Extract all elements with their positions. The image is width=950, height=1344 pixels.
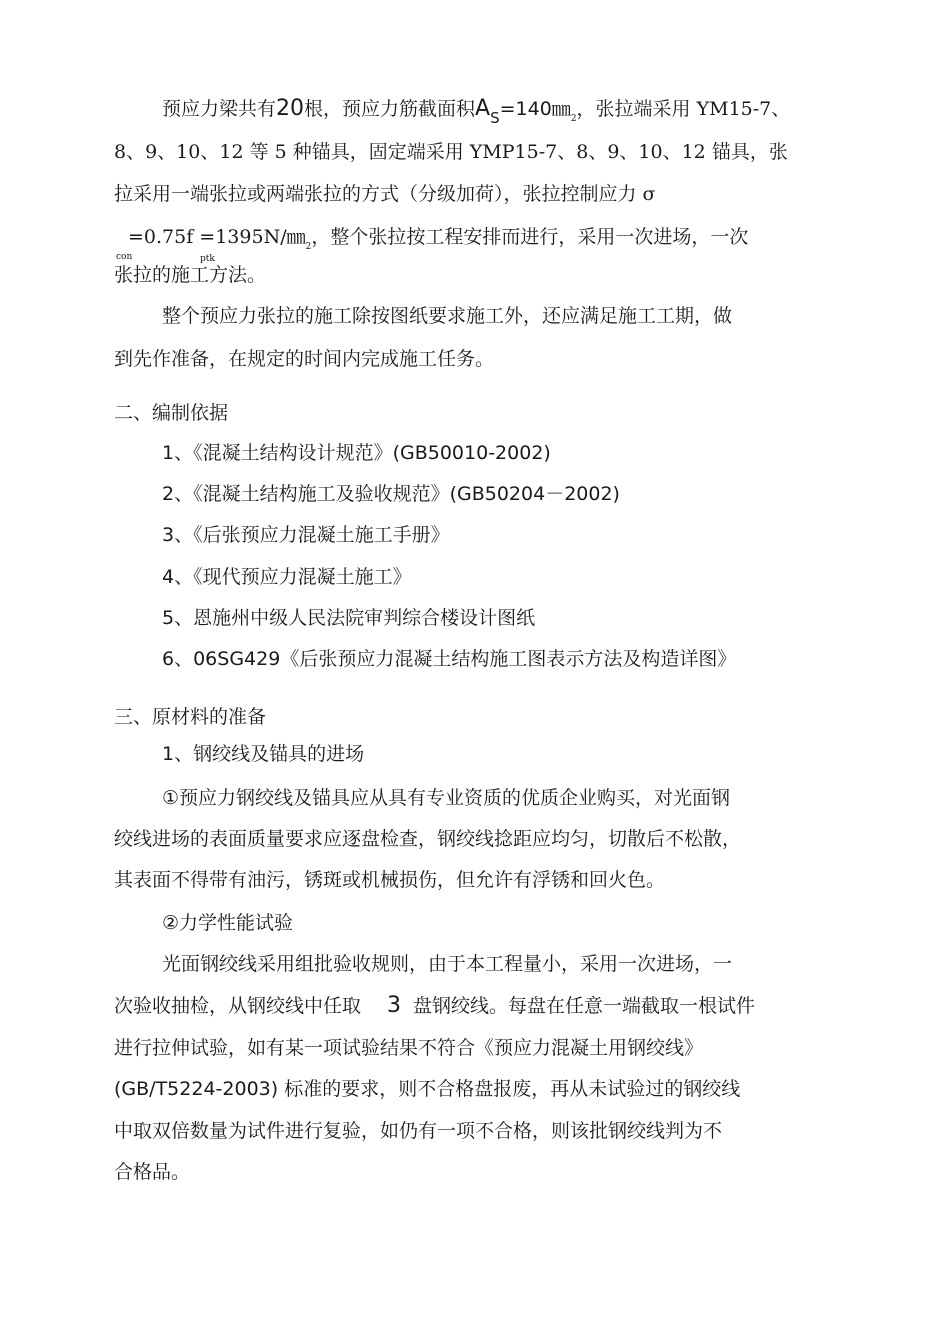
intro-p2-line-1: 整个预应力张拉的施工除按图纸要求施工外，还应满足施工工期，做 — [162, 305, 733, 327]
section-heading: 三、原材料的准备 — [114, 706, 267, 728]
body-line: (GB/T5224-2003) 标准的要求，则不合格盘报废，再从未试验过的钢绞线 — [114, 1078, 741, 1100]
body-line: 其表面不得带有油污，锈斑或机械损伤，但允许有浮锈和回火色。 — [114, 869, 666, 891]
reel-count: 3 — [387, 993, 402, 1018]
intro-p2-line-2: 到先作准备，在规定的时间内完成施工任务。 — [114, 348, 495, 370]
body-line: ①预应力钢绞线及锚具应从具有专业资质的优质企业购买，对光面钢 — [162, 787, 731, 809]
reference-item: 5、恩施州中级人民法院审判综合楼设计图纸 — [162, 607, 536, 629]
reference-item: 2、《混凝土结构施工及验收规范》(GB50204－2002) — [162, 483, 620, 505]
intro-line-2: 8、9、10、12 等 5 种锚具，固定端采用 YMP15-7、8、9、10、12 锚具，张 — [114, 141, 788, 163]
area-symbol: A — [475, 96, 491, 121]
reference-item: 4、《现代预应力混凝土施工》 — [162, 566, 412, 588]
body-line: 光面钢绞线采用组批验收规则，由于本工程量小，采用一次进场，一 — [162, 953, 733, 975]
body-line: 进行拉伸试验，如有某一项试验结果不符合《预应力混凝土用钢绞线》 — [114, 1037, 704, 1059]
body-line — [114, 993, 755, 1019]
ptk-subscript: ptk — [200, 254, 215, 264]
subsection-heading: 1、钢绞线及锚具的进场 — [162, 743, 365, 765]
intro-text: ，张拉端采用 YM15-7、 — [576, 98, 791, 120]
area-subscript: S — [490, 109, 500, 127]
con-subscript: con — [116, 252, 133, 262]
unit-subscript: 2 — [570, 114, 577, 124]
reference-item: 1、《混凝土结构设计规范》(GB50010-2002) — [162, 442, 551, 464]
unit-subscript: 2 — [305, 242, 312, 252]
body-line: 绞线进场的表面质量要求应逐盘检查，钢绞线捻距应均匀，切散后不松散， — [114, 828, 742, 850]
subsection-heading: ②力学性能试验 — [162, 912, 294, 934]
intro-text: 根，预应力筋截面积 — [304, 98, 476, 120]
body-text: 次验收抽检，从钢绞线中任取 — [114, 995, 362, 1017]
area-value: =140㎜ — [499, 98, 571, 120]
body-line: 合格品。 — [114, 1161, 191, 1183]
section-heading: 二、编制依据 — [114, 402, 229, 424]
body-text: 盘钢绞线。每盘在任意一端截取一根试件 — [413, 995, 756, 1017]
reference-item: 6、06SG429《后张预应力混凝土结构施工图表示方法及构造详图》 — [162, 648, 737, 670]
intro-line-1 — [162, 96, 790, 126]
intro-line-4 — [128, 224, 748, 254]
intro-line-3: 拉采用一端张拉或两端张拉的方式（分级加荷），张拉控制应力 σ — [114, 183, 656, 205]
body-line: 中取双倍数量为试件进行复验，如仍有一项不合格，则该批钢绞线判为不 — [114, 1120, 723, 1142]
intro-text: 预应力梁共有 — [162, 98, 277, 120]
reference-item: 3、《后张预应力混凝土施工手册》 — [162, 524, 450, 546]
stress-formula: =0.75f =1395N/㎜ — [128, 226, 306, 248]
beam-count: 20 — [276, 96, 305, 121]
intro-text: ，整个张拉按工程安排而进行，采用一次进场，一次 — [311, 226, 749, 248]
intro-line-5: 张拉的施工方法。 — [114, 264, 267, 286]
